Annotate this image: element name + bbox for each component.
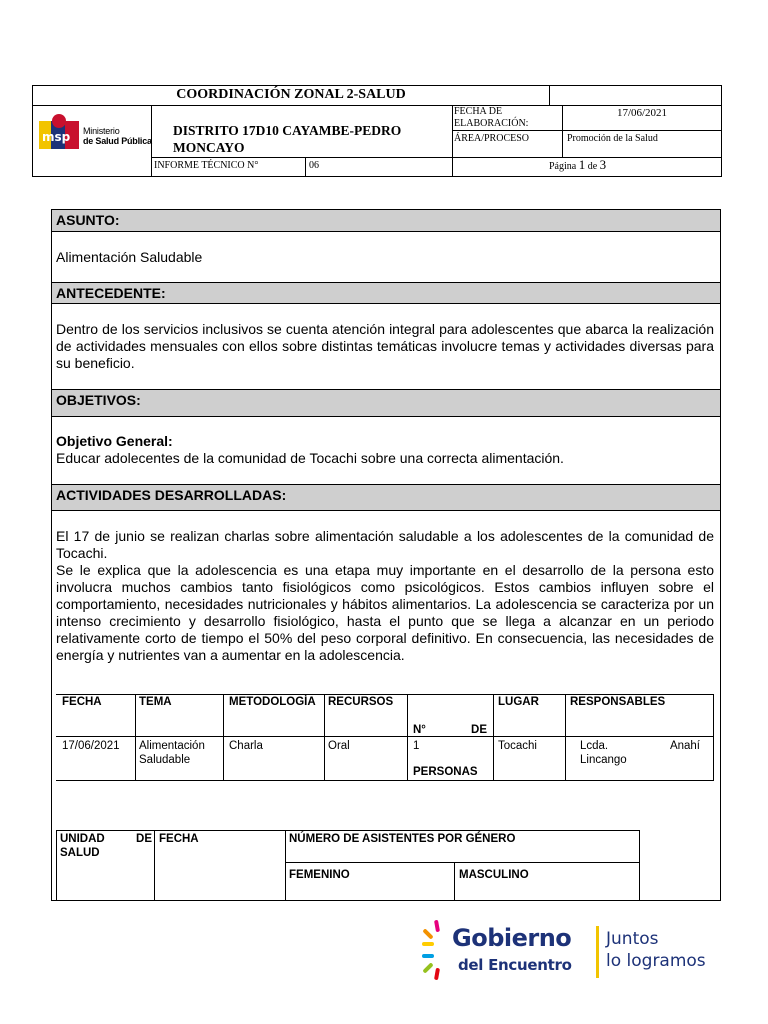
table-border (324, 694, 325, 781)
report-body (51, 209, 721, 901)
table-border (565, 694, 566, 781)
svg-text:msp: msp (42, 130, 71, 144)
col-personas-header-line2: PERSONAS (413, 766, 478, 778)
table-border (56, 736, 714, 737)
header-divider (452, 130, 722, 131)
table-border (56, 830, 640, 831)
table-border (285, 830, 286, 900)
table-border (639, 830, 640, 900)
area-proceso-label: ÁREA/PROCESO (454, 133, 530, 144)
asunto-heading: ASUNTO: (52, 210, 720, 232)
del-encuentro-wordmark: del Encuentro (458, 956, 572, 974)
col-responsables-header: RESPONSABLES (570, 696, 666, 708)
table-border (56, 780, 714, 781)
table-border (454, 862, 455, 900)
header-title: COORDINACIÓN ZONAL 2-SALUD (176, 87, 406, 102)
page-current: 1 (578, 157, 586, 172)
informe-tecnico-value: 06 (309, 160, 319, 171)
document-header-table (32, 85, 722, 177)
logo-divider (596, 926, 599, 978)
actividades-paragraph1: El 17 de junio se realizan charlas sobre alimentación saludable a los adolescentes de la comunidad de Tocachi. (56, 528, 714, 561)
header-divider (452, 105, 453, 177)
col-lugar-header: LUGAR (498, 696, 539, 708)
distrito-name (173, 122, 443, 156)
unidad-de-salud-header (60, 832, 152, 860)
sun-rays-icon (422, 920, 452, 980)
col-tema-header: TEMA (139, 696, 172, 708)
row-responsables-firstname: Anahí (669, 740, 700, 752)
salud-word: SALUD (60, 847, 100, 859)
gobierno-wordmark: Gobierno (452, 924, 572, 952)
fecha-elaboracion-value: 17/06/2021 (616, 107, 668, 119)
distrito-line2: MONCAYO (173, 140, 245, 155)
logo-text-ministerio: Ministerio (83, 126, 120, 136)
attendance-table (56, 830, 640, 900)
page-total: 3 (599, 157, 607, 172)
row-responsables-title: Lcda. (580, 740, 609, 752)
row-recursos: Oral (328, 740, 350, 752)
de-word: DE (136, 833, 152, 845)
fecha-label-line2: ELABORACIÓN: (454, 118, 529, 129)
asunto-text: Alimentación Saludable (56, 249, 203, 265)
table-border (135, 694, 136, 781)
objetivos-heading: OBJETIVOS: (52, 389, 720, 417)
antecedente-heading: ANTECEDENTE: (52, 282, 720, 304)
antecedente-text: Dentro de los servicios inclusivos se cuenta atención integral para adolescentes que abarca la realización de actividades mensuales con ellos sobre distintas temáticas involucre temas y actividades diversas para su beneficio. (56, 321, 714, 371)
header-divider (305, 157, 306, 177)
page-of: de (587, 161, 598, 172)
row-metodologia: Charla (229, 740, 263, 752)
row-responsables-lastname: Lincango (580, 754, 627, 766)
fecha-header: FECHA (159, 833, 199, 845)
objetivo-general-text: Educar adolecentes de la comunidad de Tocachi sobre una correcta alimentación. (56, 450, 564, 466)
row-tema-line2: Saludable (139, 754, 191, 766)
informe-tecnico-label: INFORME TÉCNICO N° (154, 160, 259, 171)
row-tema (139, 739, 205, 767)
table-border (56, 830, 57, 900)
header-divider (562, 105, 563, 157)
fecha-label-line1: FECHA DE (454, 106, 503, 117)
col-personas-header: N° DE PERSONAS (413, 724, 487, 778)
numero-asistentes-header: NÚMERO DE ASISTENTES POR GÉNERO (289, 833, 516, 845)
juntos-text: Juntos (606, 929, 659, 949)
header-divider (549, 86, 550, 105)
table-border (285, 862, 640, 863)
table-border (223, 694, 224, 781)
table-border (493, 694, 494, 781)
row-personas: 1 (413, 740, 420, 752)
page-number (549, 159, 606, 173)
fecha-elaboracion-label (454, 106, 528, 130)
page-label: Página (549, 161, 577, 172)
table-border (407, 694, 408, 781)
masculino-header: MASCULINO (459, 869, 529, 881)
row-fecha: 17/06/2021 (62, 740, 120, 752)
femenino-header: FEMENINO (289, 869, 350, 881)
msp-emblem-icon (39, 113, 81, 153)
area-proceso-value: Promoción de la Salud (567, 133, 658, 144)
distrito-line1: DISTRITO 17D10 CAYAMBE-PEDRO (173, 123, 402, 138)
lo-logramos-text: lo logramos (606, 951, 706, 971)
row-responsables (580, 739, 700, 767)
table-border (713, 694, 714, 781)
unidad-word: UNIDAD (60, 833, 105, 845)
ministerio-logo (39, 113, 155, 155)
table-border (154, 830, 155, 900)
col-metodologia-header: METODOLOGÍA (229, 696, 316, 708)
actividades-paragraph2: Se le explica que la adolescencia es una etapa muy importante en el desarrollo de la persona esto involucra muchos cambios tanto fisiológicos como psicológicos. Estos cambios influyen sobre el comportamiento, necesidades nutricionales y hábitos alimentarios. La adolescencia se caracteriza por un intenso crecimiento y desarrollo fisiológico, hasta el punto que se llega a alcanzar en un periodo relativamente corto de tiempo el 50% del peso corporal definitivo. En consecuencia, las necesidades de energía y nutrientes van a aumentar en la adolescencia. (56, 562, 714, 663)
row-lugar: Tocachi (498, 740, 537, 752)
header-divider (33, 105, 721, 106)
row-tema-line1: Alimentación (139, 740, 205, 752)
logo-text-salud: de Salud Pública (83, 136, 152, 146)
col-recursos-header: RECURSOS (328, 696, 394, 708)
objetivo-general-label: Objetivo General: (56, 433, 173, 449)
juntos-lo-logramos (606, 928, 706, 972)
header-divider (151, 157, 722, 158)
actividades-heading: ACTIVIDADES DESARROLLADAS: (52, 484, 720, 511)
activity-table (56, 694, 714, 788)
gobierno-encuentro-logo (422, 918, 722, 988)
col-fecha-header: FECHA (62, 696, 102, 708)
